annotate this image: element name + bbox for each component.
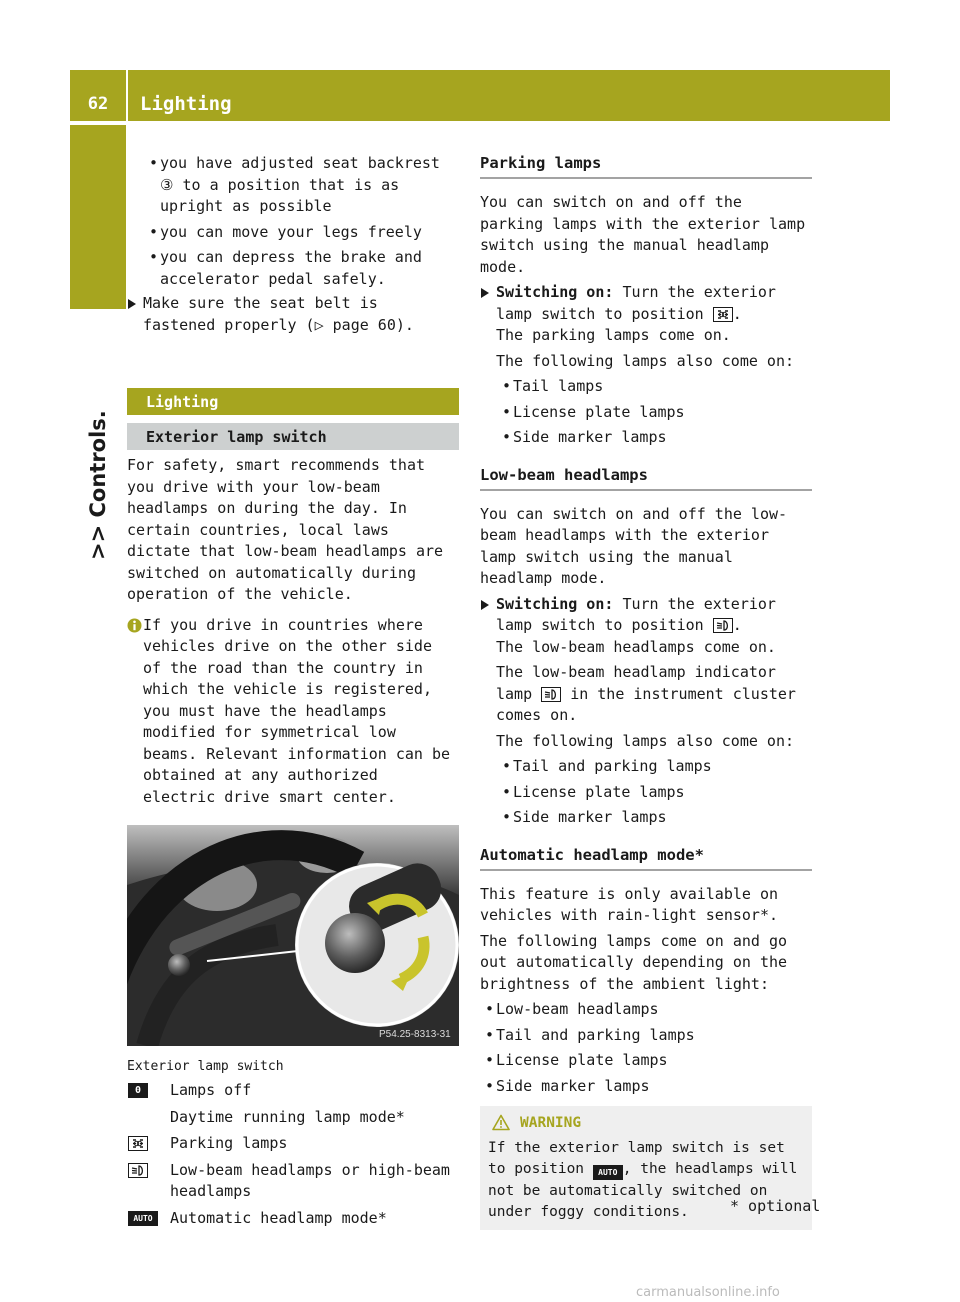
legend-item-auto: AUTO Automatic headlamp mode* xyxy=(127,1208,459,1230)
low-beam-icon xyxy=(713,618,733,633)
list-item: • you can move your legs freely xyxy=(127,222,459,244)
step-seatbelt: Make sure the seat belt is fastened properly (▷ page 60). xyxy=(127,293,459,336)
low-beam-icon xyxy=(128,1163,148,1178)
lowbeam-result: The low-beam headlamps come on. xyxy=(496,637,776,656)
parking-step: Switching on: Turn the exterior lamp switch to position . xyxy=(480,282,812,325)
auto-symbol-icon: AUTO xyxy=(593,1165,623,1180)
right-column xyxy=(480,153,812,1230)
optional-footnote: * optional xyxy=(730,1197,821,1215)
side-tab-label: >> Controls. xyxy=(86,410,110,560)
header-divider xyxy=(126,70,128,121)
auto-paragraph: The following lamps come on and go out automatically depending on the brightness of the ambient light: xyxy=(480,931,788,993)
parking-lamp-icon xyxy=(713,307,733,322)
lowbeam-also: The following lamps also come on: xyxy=(496,731,795,750)
parking-intro: You can switch on and off the parking lamps with the exterior lamp switch using the manual headlamp mode. xyxy=(480,193,806,276)
heading-automatic-headlamp: Automatic headlamp mode* xyxy=(480,845,812,871)
list-item: • License plate lamps xyxy=(480,782,812,804)
exterior-lamp-switch-photo xyxy=(127,825,459,1046)
lowbeam-step: Switching on: Turn the exterior lamp switch to position . xyxy=(480,594,812,637)
list-item: • Side marker lamps xyxy=(480,1076,812,1098)
lowbeam-indicator: The low-beam headlamp indicator lamp in the instrument cluster comes on. xyxy=(496,663,796,724)
parking-result: The parking lamps come on. xyxy=(496,326,731,344)
intro-paragraph: For safety, smart recommends that you drive with your low-beam headlamps on during the day. In certain countries, local laws dictate that low-beam headlamps are switched on automatically during operation of the vehicle. xyxy=(127,456,444,603)
heading-low-beam: Low-beam headlamps xyxy=(480,465,812,491)
legend-item-lamps-off: 0 Lamps off xyxy=(127,1080,459,1102)
heading-parking-lamps: Parking lamps xyxy=(480,153,812,179)
photo-code: P54.25-8313-31 xyxy=(379,1029,451,1040)
list-item: • License plate lamps xyxy=(480,402,812,424)
legend-item-parking: Parking lamps xyxy=(127,1133,459,1155)
subsection-bar-exterior-lamp-switch: Exterior lamp switch xyxy=(127,423,459,450)
auto-intro: This feature is only available on vehicles with rain-light sensor*. xyxy=(480,884,779,924)
list-item: • Tail lamps xyxy=(480,376,812,398)
low-beam-indicator-icon xyxy=(541,687,561,702)
page-title: Lighting xyxy=(140,93,232,115)
list-item: • you can depress the brake and accelerator pedal safely. xyxy=(127,247,459,290)
list-item: • Low-beam headlamps xyxy=(480,999,812,1021)
page-number: 62 xyxy=(87,94,109,114)
warning-heading: WARNING xyxy=(488,1113,802,1135)
side-tab xyxy=(70,125,126,309)
lowbeam-intro: You can switch on and off the low-beam headlamps with the exterior lamp switch using the manual headlamp mode. xyxy=(480,504,788,587)
list-item: • Side marker lamps xyxy=(480,807,812,829)
list-item: • Tail and parking lamps xyxy=(480,1025,812,1047)
figure-caption: Exterior lamp switch xyxy=(127,1059,284,1074)
off-symbol-icon: 0 xyxy=(128,1083,148,1098)
left-column xyxy=(127,153,459,1229)
list-item: • License plate lamps xyxy=(480,1050,812,1072)
parking-also: The following lamps also come on: xyxy=(496,351,795,370)
legend-item-daytime: Daytime running lamp mode* xyxy=(170,1107,405,1126)
auto-symbol-icon: AUTO xyxy=(128,1211,158,1226)
parking-lamp-icon xyxy=(128,1136,148,1151)
warning-text: If the exterior lamp switch is set to position AUTO , the headlamps will not be automatically switched on under foggy conditions. xyxy=(488,1139,798,1221)
watermark: carmanualsonline.info xyxy=(636,1285,780,1300)
info-note-text: If you drive in countries where vehicles drive on the other side of the road than the country in which the vehicle is registered, you must have the headlamps modified for symmetrical low beams. Relevant information can be obtained at any authorized electric drive smart center. xyxy=(143,615,451,806)
legend-item-low-beam: Low-beam headlamps or high-beam headlamps xyxy=(127,1160,459,1203)
info-note xyxy=(127,615,459,809)
warning-triangle-icon xyxy=(492,1114,510,1131)
list-item: • Side marker lamps xyxy=(480,427,812,449)
list-item: • Tail and parking lamps xyxy=(480,756,812,778)
section-bar-lighting: Lighting xyxy=(127,388,459,415)
page-header xyxy=(70,70,890,121)
info-icon xyxy=(127,617,142,634)
list-item: • you have adjusted seat backrest ③ to a position that is as upright as possible xyxy=(127,153,459,218)
